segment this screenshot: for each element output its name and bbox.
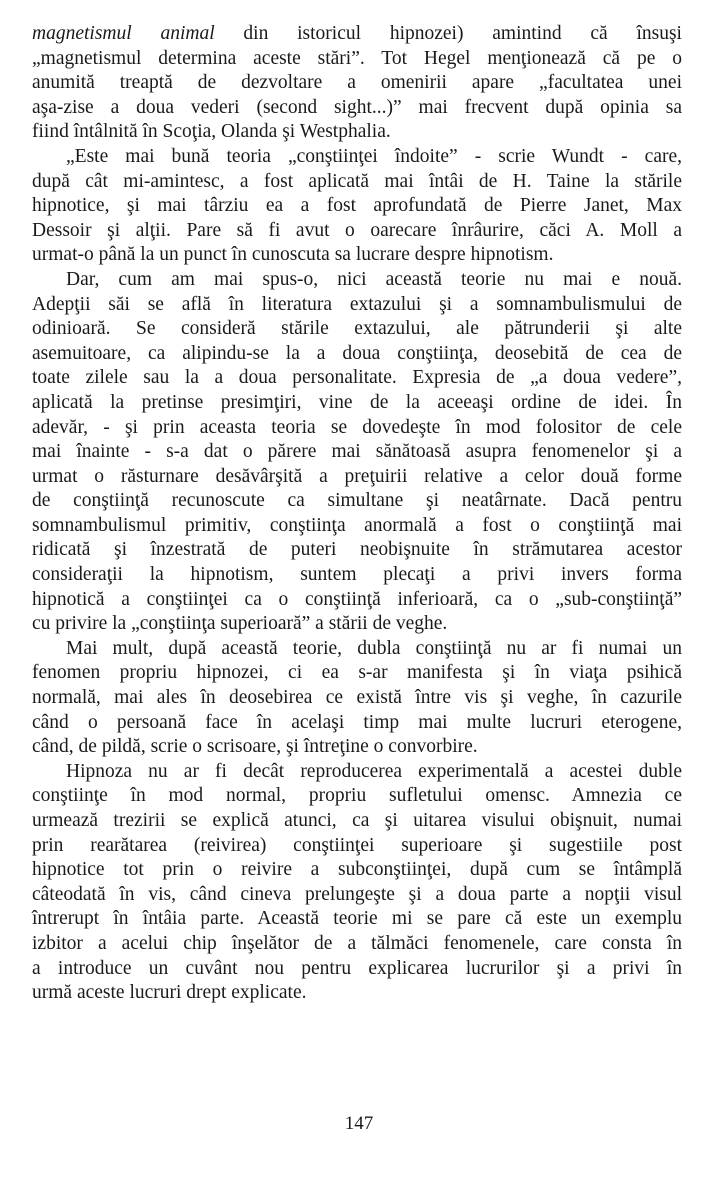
text-line: adevăr, - şi prin aceasta teoria se dovedeşte în mod folositor de cele — [32, 416, 682, 438]
text-line: normală, mai ales în deosebirea ce există între vis şi veghe, în cazurile — [32, 687, 682, 709]
text-line: fiind întâlnită în Scoţia, Olanda şi Westphalia. — [32, 121, 391, 143]
text-line: odinioară. Se consideră stările extazului, ale pătrunderii şi alte — [32, 318, 682, 340]
text-line: conştiinţe în mod normal, propriu sufletului omensc. Amnezia ce — [32, 785, 682, 807]
paragraph-2 — [32, 145, 682, 268]
text-line: ridicată şi înzestrată de puteri neobişnuite în strămutarea acestor — [32, 539, 682, 561]
text-line: când, de pildă, scrie o scrisoare, şi întreţine o convorbire. — [32, 736, 478, 758]
text-line: Dessoir şi alţii. Pare să fi avut o oarecare înrâurire, căci A. Moll a — [32, 219, 682, 241]
text-line: consideraţii la hipnotism, suntem plecaţi a privi invers forma — [32, 564, 682, 586]
text-line: „Este mai bună teoria „conştiinţei îndoite” - scrie Wundt - care, — [66, 145, 682, 167]
text-line: Dar, cum am mai spus-o, nici această teorie nu mai e nouă. — [66, 268, 682, 290]
text-line-rest: din istoricul hipnozei) amintind că însuşi — [214, 23, 682, 44]
text-line: Hipnoza nu ar fi decât reproducerea experimentală a acestei duble — [66, 760, 682, 782]
text-line: urmează trezirii se explică atunci, ca şi uitarea visului obişnuit, numai — [32, 810, 682, 831]
text-line: hipnotice, şi mai târziu ea a fost aprofundată de Pierre Janet, Max — [32, 195, 682, 217]
text-line: urmă aceste lucruri drept explicate. — [32, 982, 307, 1004]
text-line: anumită treaptă de dezvoltare a omenirii apare „facultatea unei — [32, 72, 682, 94]
text-line: mai înainte - s-a dat o părere mai sănătoasă asupra fenomenelor şi a — [32, 441, 682, 463]
text-line: izbitor a acelui chip înşelător de a tălmăci fenomenele, care consta în — [32, 932, 682, 954]
paragraph-4 — [32, 637, 682, 760]
text-line: asemuitoare, ca alipindu-se la a doua conştiinţa, deosebită de cea de — [32, 342, 682, 364]
text-line: Adepţii săi se află în literatura extazului şi a somnambulismului de — [32, 293, 682, 315]
page-body — [32, 22, 682, 1006]
page-number: 147 — [344, 1113, 374, 1134]
text-line: urmat o răsturnare desăvârşită a preţuirii relative a celor două forme — [32, 465, 682, 487]
text-line: după cât mi-amintesc, a fost aplicată mai întâi de H. Taine la stările — [32, 170, 682, 192]
text-line: „magnetismul determina aceste stări”. Tot Hegel menţionează că pe o — [32, 47, 682, 69]
text-line: toate zilele sau la a doua personalitate. Expresia de „a doua vedere”, — [32, 367, 682, 389]
text-line: urmat-o până la un punct în cunoscuta sa lucrare despre hipnotism. — [32, 244, 554, 266]
text-line: când o persoană face în acelaşi timp mai multe lucruri eterogene, — [32, 711, 682, 733]
text-line: câteodată în vis, când cineva prelungeşte şi a doua parte a nopţii visul — [32, 883, 682, 905]
text-line: aşa-zise a doua vederi (second sight...)” mai frecvent după opinia sa — [32, 96, 682, 118]
text-line: fenomen propriu hipnozei, ci ea s-ar manifesta şi în viaţa psihică — [32, 662, 682, 684]
text-line: Mai mult, după această teorie, dubla conştiinţă nu ar fi numai un — [66, 637, 682, 659]
text-line: somnambulismul primitiv, conştiinţa anormală a fost o conştiinţă mai — [32, 514, 682, 536]
text-line: hipnotică a conştiinţei ca o conştiinţă inferioară, ca o „sub-conştiinţă” — [32, 588, 682, 610]
paragraph-5 — [32, 760, 682, 1006]
text-line: cu privire la „conştiinţa superioară” a stării de veghe. — [32, 613, 448, 635]
text-line: a introduce un cuvânt nou pentru explicarea lucrurilor şi a privi în — [32, 957, 682, 979]
text-line: de conştiinţă recunoscute ca simultane şi neatârnate. Dacă pentru — [32, 490, 682, 512]
italic-term: magnetismul animal — [32, 23, 215, 44]
text-line: întrerupt în întâia parte. Această teorie mi se pare că este un exemplu — [32, 908, 682, 930]
text-line: aplicată la pretinse presimţiri, vine de la aceeaşi ordine de idei. În — [32, 391, 682, 413]
paragraph-3 — [32, 268, 682, 637]
text-line — [32, 22, 682, 47]
paragraph-1 — [32, 22, 682, 145]
text-line: hipnotice tot prin o reivire a subconştiinţei, după cum se întâmplă — [32, 859, 682, 881]
text-line: prin rearătarea (reivirea) conştiinţei superioare şi sugestiile post — [32, 834, 682, 856]
